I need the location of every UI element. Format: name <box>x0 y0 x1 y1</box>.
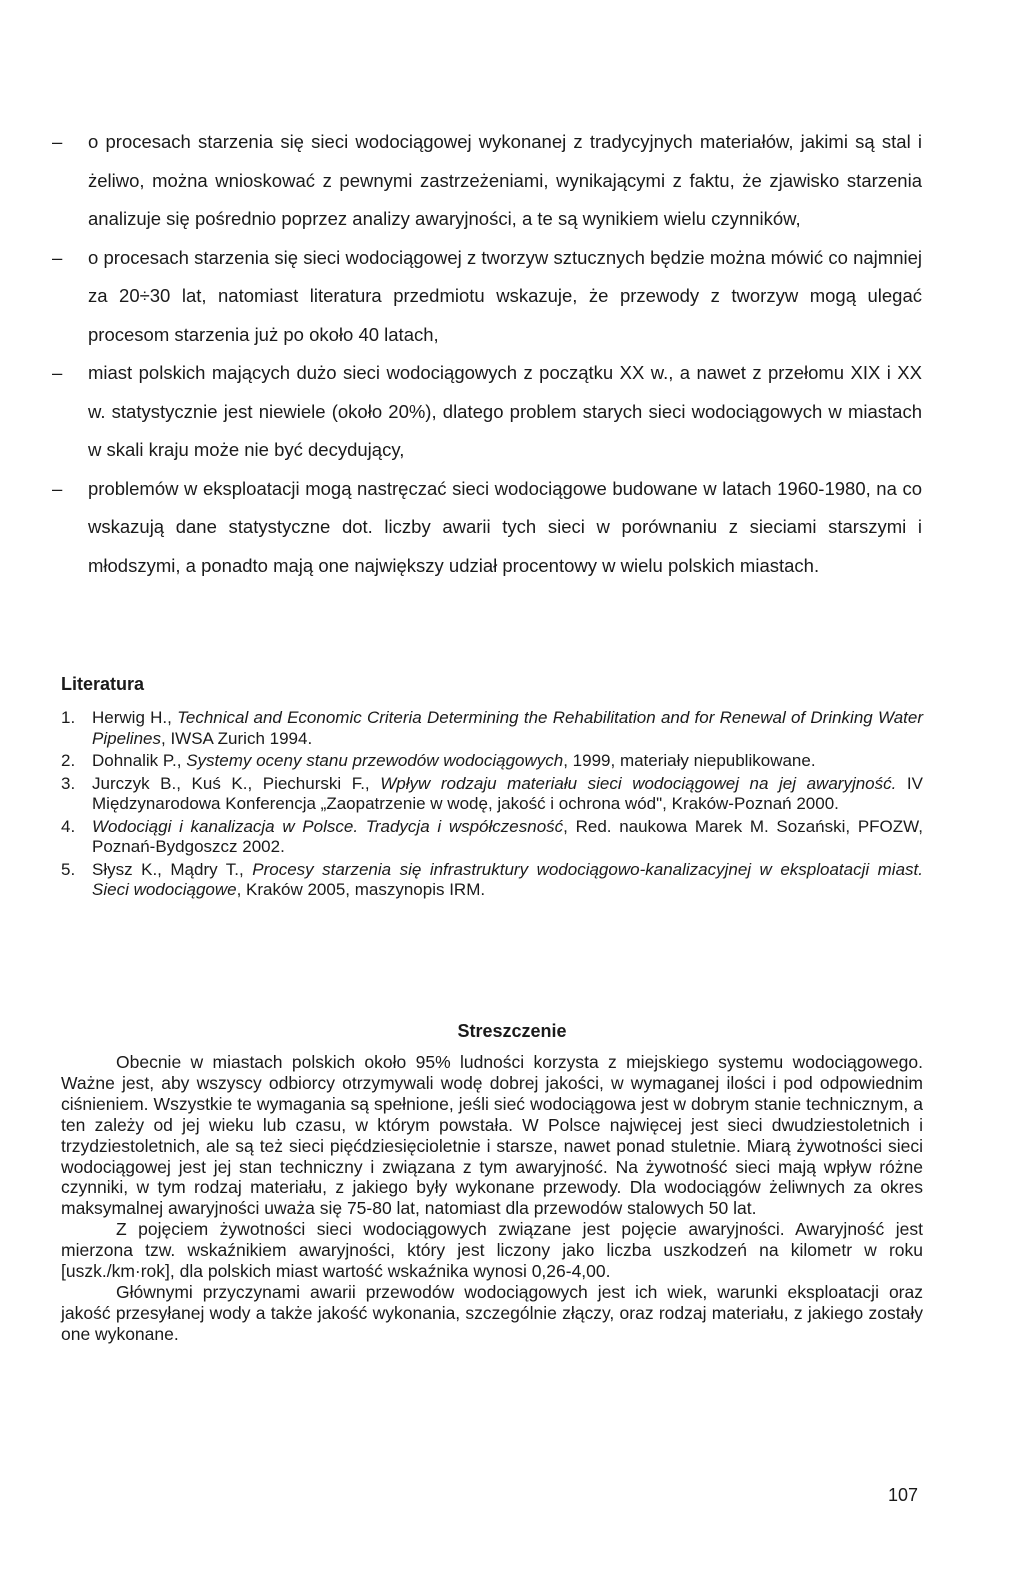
reference-item <box>61 708 923 749</box>
list-item <box>52 470 922 586</box>
reference-title: Wpływ rodzaju materiału sieci wodociągowej na jej awaryjność. <box>380 773 897 793</box>
list-item-text: o procesach starzenia się sieci wodociągowej wykonanej z tradycyjnych materiałów, jakimi są stal i żeliwo, można wnioskować z pewnymi zastrzeżeniami, wynikającymi z faktu, że zjawisko starzenia analizuje się pośrednio poprzez analizy awaryjności, a te są wynikiem wielu czynników, <box>88 131 922 229</box>
reference-title: Wodociągi i kanalizacja w Polsce. Tradycja i współczesność <box>92 816 564 836</box>
literature-heading: Literatura <box>61 674 145 694</box>
list-item-text: miast polskich mających dużo sieci wodociągowych z początku XX w., a nawet z przełomu XIX i XX w. statystycznie jest niewiele (około 20%), dlatego problem starych sieci wodociągowych w miastach w skali kraju może nie być decydujący, <box>88 362 922 460</box>
dash-marker: – <box>52 131 63 152</box>
list-item <box>52 123 922 239</box>
reference-authors: Słysz K., Mądry T., <box>92 859 253 879</box>
reference-title: Procesy starzenia się infrastruktury wodociągowo-kanalizacyjnej w eksploatacji miast. Sieci wodociągowe <box>92 859 923 899</box>
reference-item <box>61 774 923 815</box>
reference-number: 4. <box>61 816 76 836</box>
reference-item <box>61 817 923 858</box>
reference-details: , 1999, materiały niepublikowane. <box>563 751 816 770</box>
reference-list <box>61 708 923 903</box>
list-item-text: problemów w eksploatacji mogą nastręczać sieci wodociągowe budowane w latach 1960-1980, na co wskazują dane statystyczne dot. liczby awarii tych sieci w porównaniu z sieciami starszymi i młodszymi, a ponadto mają one największy udział procentowy w wielu polskich miastach. <box>88 477 922 576</box>
reference-number: 3. <box>61 773 76 793</box>
abstract-heading: Streszczenie <box>457 1021 567 1041</box>
abstract-body <box>61 1052 923 1345</box>
dash-marker: – <box>52 362 63 383</box>
list-item <box>52 239 922 355</box>
reference-number: 5. <box>61 859 76 879</box>
dash-marker: – <box>52 246 63 268</box>
reference-title: Systemy oceny stanu przewodów wodociągowych <box>186 751 564 770</box>
dash-marker: – <box>52 477 63 499</box>
conclusions-list <box>52 123 922 585</box>
reference-authors: Jurczyk B., Kuś K., Piechurski F., <box>92 773 381 793</box>
list-item-text: o procesach starzenia się sieci wodociągowej z tworzyw sztucznych będzie można mówić co najmniej za 20÷30 lat, natomiast literatura przedmiotu wskazuje, że przewody z tworzyw mogą ulegać procesom starzenia już po około 40 latach, <box>88 246 922 345</box>
list-item <box>52 354 922 470</box>
reference-item <box>61 751 923 772</box>
reference-details: , Kraków 2005, maszynopis IRM. <box>236 880 486 899</box>
page-number: 107 <box>888 1485 919 1505</box>
reference-details: , Red. naukowa Marek M. Sozański, PFOZW, Poznań-Bydgoszcz 2002. <box>92 816 923 856</box>
reference-details: IV Międzynarodowa Konferencja „Zaopatrzenie w wodę, jakość i ochrona wód", Kraków-Poznań 2000. <box>92 773 923 813</box>
reference-title: Technical and Economic Criteria Determining the Rehabilitation and for Renewal of Drinking Water Pipelines <box>92 708 923 748</box>
abstract-paragraph: Z pojęciem żywotności sieci wodociągowych związane jest pojęcie awaryjności. Awaryjność jest mierzona tzw. wskaźnikiem awaryjności, który jest liczony jako liczba uszkodzeń na kilometr w roku [uszk./km·rok], dla polskich miast wartość wskaźnika wynosi 0,26-4,00. <box>61 1219 923 1282</box>
reference-number: 1. <box>61 708 76 727</box>
reference-item <box>61 860 923 901</box>
reference-details: , IWSA Zurich 1994. <box>161 728 313 748</box>
reference-authors: Dohnalik P., <box>92 751 187 770</box>
reference-authors: Herwig H., <box>92 708 178 727</box>
abstract-paragraph: Obecnie w miastach polskich około 95% ludności korzysta z miejskiego systemu wodociągowego. Ważne jest, aby wszyscy odbiorcy otrzymywali wodę dobrej jakości, w wymaganej ilości i pod odpowiednim ciśnieniem. Wszystkie te wymagania są spełnione, jeśli sieć wodociągowa jest w dobrym stanie technicznym, a ten zależy od jej wieku lub czasu, w którym powstała. W Polsce najwięcej jest sieci dwudziestoletnich i trzydziestoletnich, ale są też sieci pięćdziesięcioletnie i starsze, nawet ponad stuletnie. Miarą żywotności sieci wodociągowej jest jej stan techniczny i związana z tym awaryjność. Na żywotność sieci mają wpływ różne czynniki, w tym rodzaj materiału, z jakiego były wykonane przewody. Dla wodociągów żeliwnych za okres maksymalnej awaryjności uważa się 75-80 lat, natomiast dla przewodów stalowych 50 lat. <box>61 1052 923 1219</box>
abstract-paragraph: Głównymi przyczynami awarii przewodów wodociągowych jest ich wiek, warunki eksploatacji oraz jakość przesyłanej wody a także jakość wykonania, szczególnie złączy, oraz rodzaj materiału, z jakiego zostały one wykonane. <box>61 1281 923 1344</box>
reference-number: 2. <box>61 751 76 770</box>
